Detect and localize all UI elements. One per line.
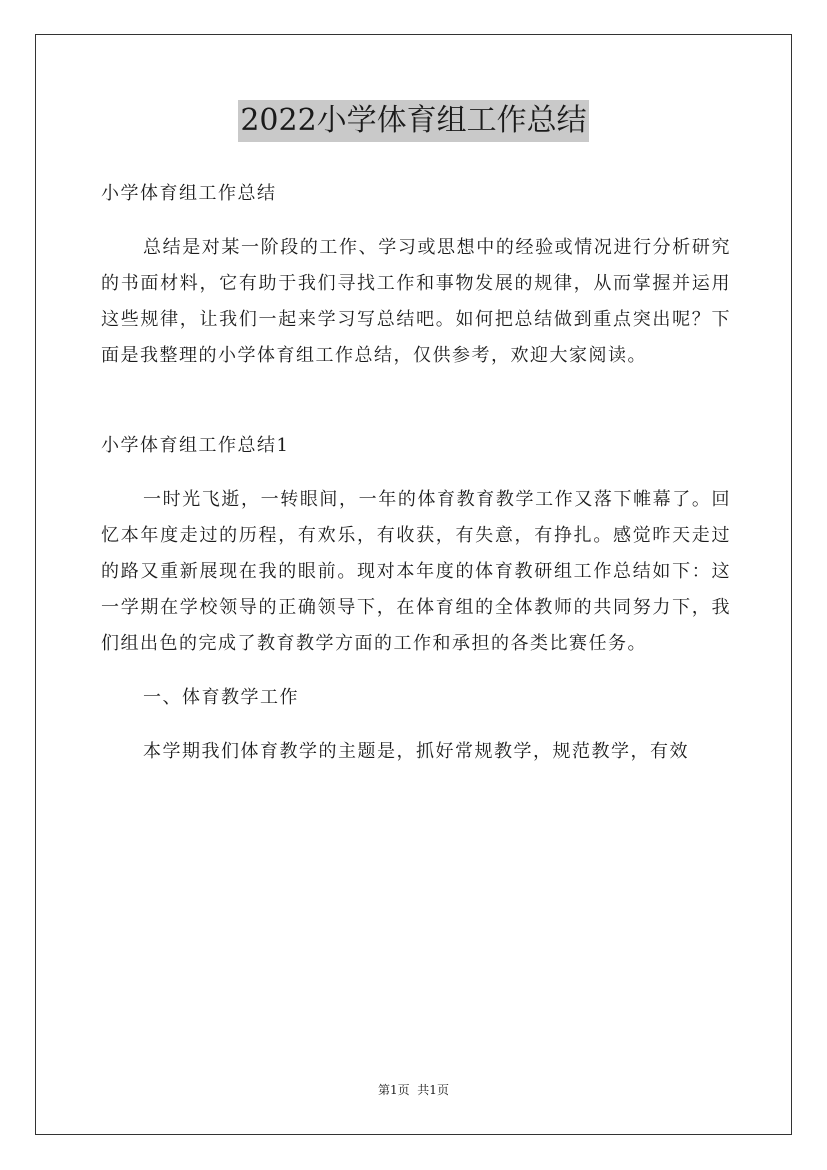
- document-title: [0, 100, 827, 142]
- page-number: 第1页 共1页: [378, 1083, 449, 1097]
- subsection-paragraph: 本学期我们体育教学的主题是，抓好常规教学，规范教学，有效: [143, 741, 689, 762]
- document-title-text: 2022小学体育组工作总结: [238, 100, 588, 142]
- intro-heading: 小学体育组工作总结: [101, 183, 277, 204]
- intro-paragraph: 总结是对某一阶段的工作、学习或思想中的经验或情况进行分析研究的书面材料，它有助于我们寻找工作和事物发展的规律，从而掌握并运用这些规律，让我们一起来学习写总结吧。如何把总结做到重点突出呢？下面是我整理的小学体育组工作总结，仅供参考，欢迎大家阅读。: [101, 237, 731, 366]
- section-heading: 小学体育组工作总结1: [101, 435, 290, 456]
- section-paragraph: 一时光飞逝，一转眼间，一年的体育教育教学工作又落下帷幕了。回忆本年度走过的历程，有欢乐，有收获，有失意，有挣扎。感觉昨天走过的路又重新展现在我的眼前。现对本年度的体育教研组工作总结如下：这一学期在学校领导的正确领导下，在体育组的全体教师的共同努力下，我们组出色的完成了教育教学方面的工作和承担的各类比赛任务。: [101, 489, 731, 654]
- subsection-heading: 一、体育教学工作: [143, 687, 299, 708]
- page-footer: [0, 1082, 827, 1098]
- document-body: [101, 176, 731, 770]
